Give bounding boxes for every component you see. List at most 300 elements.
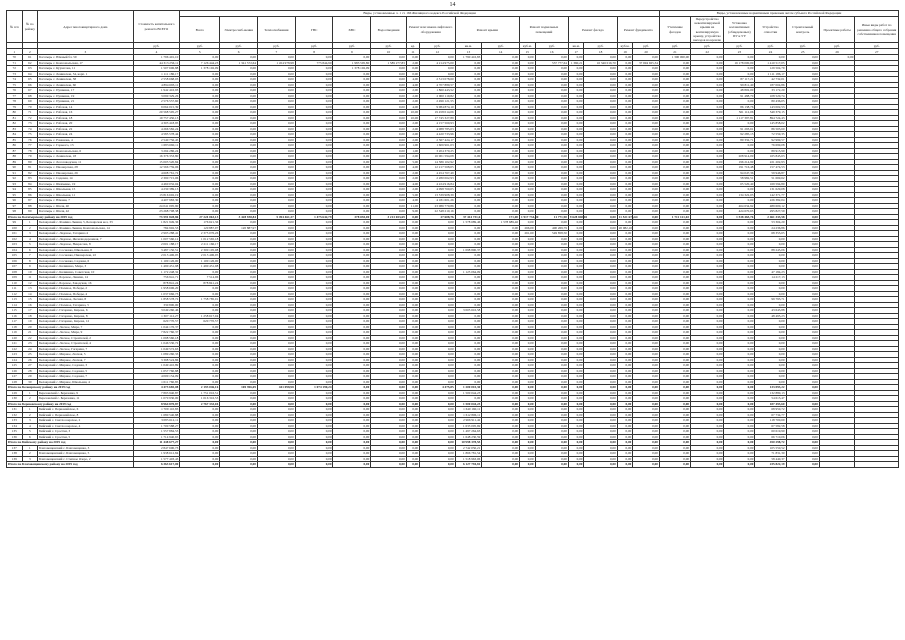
value-cell: 0,00 [568,374,584,380]
value-cell: 0,00 [691,132,724,138]
value-cell: 157 474,53 [755,165,786,171]
value-cell: 0,00 [659,181,690,187]
value-cell: 0,00 [257,115,295,121]
value-cell: 0,00 [482,440,520,446]
value-cell: 0,00 [535,187,568,193]
value-cell: 0,00 [482,264,520,270]
value-cell: 0,00 [724,445,755,451]
value-cell: 0,00 [584,99,617,105]
value-cell: 0,00 [220,335,258,341]
value-cell: 0,00 [455,396,482,402]
district-number: 71 [22,110,38,116]
value-cell: 0,00 [691,335,724,341]
value-cell: 0,00 [659,313,690,319]
value-cell: 1 057 760,88 [133,368,180,374]
value-cell: 0,00 [535,429,568,435]
value-cell: 0,00 [406,346,419,352]
value-cell: 7 822 760,37 [133,330,180,336]
value-cell: 86 503,60 [755,126,786,132]
value-cell: 0,00 [220,104,258,110]
value-cell: 0,00 [406,456,419,462]
row-number: 79 [7,104,23,110]
header-col-16: Строительный контроль [786,17,819,43]
value-cell: 14 217,13 [755,275,786,281]
row-number: 117 [7,319,23,325]
value-cell: 537 777,64 [535,60,568,66]
value-cell: 0,00 [482,434,520,440]
unit-cell: руб. [633,43,660,49]
value-cell: 0,00 [257,297,295,303]
value-cell: 0,00 [724,269,755,275]
value-cell: 0,00 [535,434,568,440]
row-number: 120 [7,335,23,341]
value-cell: 0,00 [520,181,536,187]
district-number: 73 [22,121,38,127]
value-cell: 0,00 [371,390,407,396]
district-number: 88 [22,203,38,209]
value-cell: 0,00 [257,236,295,242]
value-cell: 0,00 [333,165,371,171]
value-cell: 0,00 [535,313,568,319]
value-cell: 0,00 [406,385,419,391]
value-cell: 0,00 [371,368,407,374]
value-cell: 0,00 [584,440,617,446]
value-cell: 16 376 353,80 [133,154,180,160]
value-cell: 0,00 [295,93,333,99]
value-cell: 0,00 [568,176,584,182]
value-cell: 0,00 [520,82,536,88]
value-cell: 0,00 [220,269,258,275]
value-cell: 0,00 [333,71,371,77]
value-cell: 0,00 [257,324,295,330]
value-cell: 0,00 [295,247,333,253]
value-cell: 0,00 [180,352,220,358]
value-cell: 0,00 [568,192,584,198]
value-cell: 0,00 [584,148,617,154]
value-cell: 0,00 [535,423,568,429]
value-cell: 0,00 [371,198,407,204]
value-cell: 0,00 [371,176,407,182]
value-cell: 0,00 [520,187,536,193]
district-number: 19 [22,319,38,325]
value-cell: 0,00 [755,357,786,363]
value-cell: 261,60 [520,231,536,237]
value-cell: 0,00 [786,363,819,369]
address-cell: Белоярский с. Фомина Лыжня, 5, Белоярская кол, 33 [38,220,134,226]
value-cell: 0,00 [295,357,333,363]
value-cell: 0,00 [691,82,724,88]
value-cell: 0,00 [724,456,755,462]
value-cell: 6 127 794,81 [455,462,482,468]
row-number: 77 [7,93,23,99]
value-cell: 0,00 [568,181,584,187]
value-cell: 0,00 [691,214,724,220]
value-cell: 169 396,69 [220,385,258,391]
row-number: 90 [7,165,23,171]
district-number: 3 [22,418,38,424]
row-number: 83 [7,126,23,132]
value-cell: 0,00 [633,324,660,330]
value-cell: 0,00 [220,203,258,209]
value-cell: 0,00 [659,192,690,198]
value-cell: 0,00 [584,319,617,325]
value-cell: 0,00 [617,203,633,209]
value-cell: 2 540 756,45 [133,137,180,143]
value-cell: 0,00 [455,302,482,308]
value-cell: 0,00 [617,55,633,61]
district-number: 77 [22,143,38,149]
value-cell: 0,00 [406,423,419,429]
value-cell: 0,00 [520,368,536,374]
value-cell: 2 001 188,17 [133,242,180,248]
value-cell: 0,00 [659,258,690,264]
value-cell: 4 230 389,13 [133,187,180,193]
value-cell: 0,00 [786,181,819,187]
value-cell: 0,00 [220,247,258,253]
value-cell: 0,00 [617,192,633,198]
row-number: 138 [7,451,23,457]
value-cell: 142 371,77 [755,192,786,198]
value-cell: 0,00 [482,126,520,132]
district-number: 82 [22,170,38,176]
value-cell: 2 013 406,05 [133,253,180,259]
value-cell: 0,00 [371,187,407,193]
value-cell: 0,00 [455,280,482,286]
value-cell: 0,00 [568,412,584,418]
value-cell: 0,00 [455,104,482,110]
value-cell: 0,00 [568,143,584,149]
value-cell: 1 100 126,00 [180,258,220,264]
value-cell: 0,00 [520,99,536,105]
value-cell: 4,00 [406,165,419,171]
value-cell: 0,00 [257,258,295,264]
value-cell: 0,00 [659,88,690,94]
district-number: 79 [22,154,38,160]
value-cell: 0,00 [482,385,520,391]
district-number: 69 [22,99,38,105]
value-cell: 0,00 [333,242,371,248]
address-cell: Бийский с. Первомайское, 6 [38,407,134,413]
value-cell: 0,00 [371,456,407,462]
value-cell: 0,00 [180,346,220,352]
value-cell: 0,00 [180,407,220,413]
value-cell: 0,00 [180,291,220,297]
value-cell: 0,00 [482,341,520,347]
unit-cell: ед. [406,43,419,49]
value-cell: 0,00 [371,462,407,468]
value-cell: 0,00 [659,121,690,127]
value-cell: 0,00 [584,346,617,352]
value-cell: 0,00 [633,110,660,116]
value-cell: 0,00 [584,253,617,259]
district-number: 61 [22,55,38,61]
value-cell: 0,00 [535,302,568,308]
value-cell: 0,00 [691,264,724,270]
value-cell: 0,00 [482,225,520,231]
value-cell: 0,00 [633,247,660,253]
value-cell: 0,00 [220,390,258,396]
value-cell: 0,00 [659,225,690,231]
value-cell: 1 942 416,93 [133,88,180,94]
value-cell: 0,00 [333,379,371,385]
value-cell: 0,00 [535,291,568,297]
value-cell: 0,00 [220,154,258,160]
value-cell: 0,00 [520,280,536,286]
unit-cell: руб. [786,43,819,49]
value-cell: 0,00 [584,187,617,193]
row-number: 95 [7,192,23,198]
value-cell: 0,00 [257,390,295,396]
value-cell: 0,00 [617,313,633,319]
value-cell: 0,00 [786,126,819,132]
value-cell: 0,00 [568,82,584,88]
value-cell: 44 313 256,11 [133,60,180,66]
value-cell: 9 084 874,10 [420,104,456,110]
value-cell: 1,00 [406,143,419,149]
value-cell: 0,00 [786,286,819,292]
value-cell: 0,00 [786,253,819,259]
value-cell: 0,00 [455,374,482,380]
value-cell: 0,00 [180,451,220,457]
value-cell: 0,00 [535,154,568,160]
value-cell: 0,00 [420,231,456,237]
value-cell: 0,00 [617,423,633,429]
value-cell: 0,00 [520,286,536,292]
address-cell: Богатырь с. Ленинская, 18 [38,154,134,160]
value-cell: 0,00 [633,280,660,286]
value-cell: 0,00 [482,192,520,198]
value-cell: 266,09 [520,225,536,231]
value-cell: 1 098 800,37 [455,247,482,253]
value-cell: 0,00 [333,269,371,275]
value-cell: 0,00 [220,71,258,77]
value-cell: 0,00 [755,253,786,259]
value-cell: 54 613,47 [755,396,786,402]
value-cell: 0,00 [786,385,819,391]
value-cell: 0,00 [659,269,690,275]
district-number: 72 [22,115,38,121]
district-number: 67 [22,88,38,94]
value-cell: 0,00 [220,148,258,154]
value-cell: 0,00 [691,258,724,264]
value-cell: 489 600,12 [755,203,786,209]
header-group-main: Виды, установленные ч. 1 ст. 166 Жилищного кодекса Российской Федерации [180,11,660,17]
value-cell: 0,00 [295,66,333,72]
value-cell: 0,00 [535,324,568,330]
value-cell: 0,00 [786,209,819,215]
value-cell: 2 280 062,93 [420,176,456,182]
value-cell: 0,00 [724,253,755,259]
value-cell: 0,00 [333,297,371,303]
value-cell: 0,00 [295,187,333,193]
value-cell: 1 490 451,98 [133,264,180,270]
value-cell: 0,00 [220,440,258,446]
value-cell: 0,00 [482,313,520,319]
value-cell: 1 360,21 [568,60,584,66]
column-number: 5 [180,49,220,55]
value-cell: 196 214,99 [724,159,755,165]
value-cell: 0,00 [482,154,520,160]
value-cell: 0,00 [755,302,786,308]
value-cell: 0,00 [257,423,295,429]
value-cell: 129 504,79 [755,66,786,72]
value-cell: 0,00 [535,385,568,391]
value-cell: 0,00 [786,77,819,83]
value-cell: 0,00 [482,363,520,369]
row-number: 107 [7,264,23,270]
value-cell: 0,00 [535,220,568,226]
value-cell: 0,00 [535,66,568,72]
value-cell: 0,00 [568,137,584,143]
value-cell: 4 303 418,95 [133,121,180,127]
value-cell: 0,00 [568,165,584,171]
row-number: 116 [7,313,23,319]
value-cell: 0,00 [257,346,295,352]
value-cell: 66 710,06 [755,434,786,440]
column-number: 2 [22,49,38,55]
value-cell: 0,00 [584,341,617,347]
value-cell: 3 005 616,58 [455,308,482,314]
value-cell: 0,00 [295,352,333,358]
value-cell: 4 214 975,00 [420,60,456,66]
value-cell: 71 831,30 [755,451,786,457]
value-cell: 11,00 [406,203,419,209]
value-cell: 0,00 [295,264,333,270]
value-cell: 165 845,63 [755,154,786,160]
value-cell: 80 436,05 [755,99,786,105]
value-cell: 0,00 [406,407,419,413]
value-cell: 0,00 [786,357,819,363]
value-cell: 0,00 [584,297,617,303]
address-cell: Богатырь с. Ленинская, 54, корп. 1 [38,71,134,77]
value-cell: 0,00 [659,220,690,226]
header-col-7: Ремонт или замена лифтового оборудования [406,17,455,43]
header-no: № п/п [7,11,23,43]
value-cell: 0,00 [220,363,258,369]
district-number: 2 [22,451,38,457]
value-cell: 0,00 [617,82,633,88]
value-cell: 0,00 [333,77,371,83]
address-cell: Бийский с. Первомайское, 8 [38,412,134,418]
row-number: 108 [7,269,23,275]
value-cell: 0,00 [520,462,536,468]
value-cell: 0,00 [633,308,660,314]
value-cell: 0,00 [180,159,220,165]
value-cell: 1 633 005,69 [455,423,482,429]
value-cell: 0,00 [584,374,617,380]
value-cell: 0,00 [520,137,536,143]
value-cell: 0,00 [482,451,520,457]
value-cell: 0,00 [482,93,520,99]
value-cell: 464 634,92 [724,203,755,209]
value-cell: 0,00 [617,154,633,160]
value-cell: 0,00 [568,55,584,61]
value-cell: 0,00 [295,220,333,226]
row-number: 122 [7,346,23,352]
value-cell: 2 993 288,41 [133,231,180,237]
value-cell: 0,00 [617,176,633,182]
value-cell: 1 049 410,89 [133,363,180,369]
value-cell: 0,00 [584,434,617,440]
value-cell: 561 112,06 [724,110,755,116]
value-cell: 0,00 [371,165,407,171]
value-cell: 0,00 [755,324,786,330]
row-number: 102 [7,236,23,242]
value-cell: 0,00 [420,242,456,248]
value-cell: 0,00 [520,165,536,171]
value-cell: 0,00 [691,429,724,435]
value-cell: 11 521 678,64 [618,214,638,219]
value-cell: 0,00 [420,379,456,385]
value-cell: 2,00 [406,121,419,127]
value-cell: 0,00 [180,143,220,149]
value-cell: 0,00 [633,181,660,187]
value-cell: 0,00 [482,203,520,209]
value-cell: 0,00 [220,374,258,380]
value-cell: 0,00 [420,412,456,418]
value-cell: 0,00 [420,264,456,270]
value-cell: 67 582,58 [755,423,786,429]
address-cell: Богатырь с. Школьная, 11 [38,192,134,198]
value-cell: 0,00 [371,286,407,292]
value-cell: 0,00 [220,209,258,215]
value-cell: 0,00 [535,176,568,182]
value-cell: 1 577 403,43 [133,456,180,462]
value-cell: 0,00 [659,110,690,116]
column-number: 6 [220,49,258,55]
value-cell: 72 559,35 [755,132,786,138]
value-cell: 0,00 [295,418,333,424]
address-cell: Богатырь с. Пионерская, 26 [38,170,134,176]
value-cell: 0,00 [482,132,520,138]
value-cell: 0,00 [691,247,724,253]
value-cell: 0,00 [333,192,371,198]
value-cell: 4,00 [406,104,419,110]
value-cell: 0,00 [659,99,690,105]
row-number: 103 [7,242,23,248]
value-cell: 0,00 [633,93,660,99]
value-cell: 2 576 557,60 [133,99,180,105]
value-cell: 0,00 [220,451,258,457]
value-cell: 0,00 [691,412,724,418]
value-cell: 0,00 [482,319,520,325]
value-cell: 0,00 [786,434,819,440]
value-cell: 0,00 [482,429,520,435]
column-number: 12 [420,49,456,55]
total-label: Итого по Благовещенскому району на 2019 год [7,462,134,468]
value-cell: 0,00 [220,297,258,303]
value-cell: 0,00 [584,379,617,385]
value-cell: 0,00 [220,445,258,451]
value-cell: 16 178 000,00 [724,60,755,66]
value-cell: 0,00 [482,77,520,83]
value-cell: 0,00 [786,302,819,308]
address-cell: Белоярский с. Лесное, Мира, 7 [38,324,134,330]
value-cell: 2 300 105,08 [180,247,220,253]
value-cell: 0,00 [786,148,819,154]
value-cell: 0,00 [180,412,220,418]
value-cell: 0,00 [482,423,520,429]
value-cell: 0,00 [295,258,333,264]
value-cell: 0,00 [568,220,584,226]
value-cell: 0,00 [295,82,333,88]
value-cell: 0,00 [584,418,617,424]
value-cell: 0,00 [333,143,371,149]
value-cell: 1 578 689,46 [482,220,520,226]
district-number: 87 [22,198,38,204]
row-number: 74 [7,77,23,83]
value-cell: 0,00 [535,242,568,248]
